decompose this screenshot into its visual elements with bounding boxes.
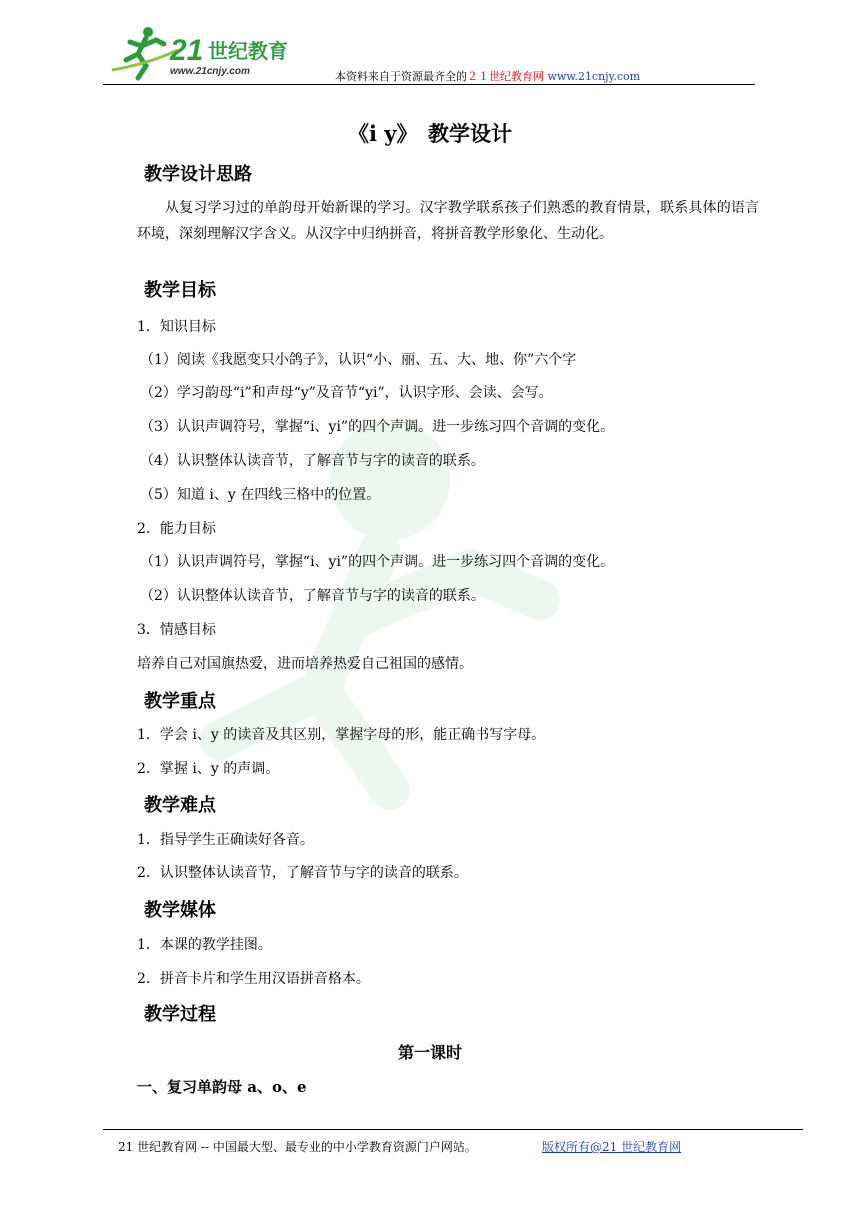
header-note-site: ２１世纪教育网 (467, 70, 544, 83)
site-logo (108, 20, 308, 82)
runner-icon (112, 27, 178, 78)
svg-text:21: 21 (170, 34, 204, 67)
key-point-item: 1．学会 i、y 的读音及其区别，掌握字母的形，能正确书写字母。 (137, 727, 546, 743)
section-heading-objectives: 教学目标 (144, 280, 216, 301)
design-idea-paragraph: 从复习学习过的单韵母开始新课的学习。汉字教学联系孩子们熟悉的教育情景，联系具体的语言环境，深刻理解汉字含义。从汉字中归纳拼音，将拼音教学形象化、生动化。 (137, 200, 759, 242)
media-item: 2．拼音卡片和学生用汉语拼音格本。 (137, 971, 370, 987)
lesson-heading: 第一课时 (397, 1043, 462, 1062)
footer-divider (103, 1129, 803, 1130)
difficulty-item: 2．认识整体认读音节，了解音节与字的读音的联系。 (137, 865, 468, 881)
svg-text:世纪教育: 世纪教育 (208, 39, 288, 63)
objective-item: （2）学习韵母“i”和声母“y”及音节“yi”，认识字形、会读、会写。 (140, 385, 553, 401)
footer-copyright-link[interactable]: 版权所有@21 世纪教育网 (542, 1140, 682, 1154)
svg-text:www.21cnjy.com: www.21cnjy.com (170, 66, 250, 77)
watermark-logo (140, 330, 740, 890)
objective-item: （2）认识整体认读音节，了解音节与字的读音的联系。 (140, 588, 485, 604)
header-note-url[interactable]: www.21cnjy.com (547, 70, 641, 83)
section-heading-media: 教学媒体 (144, 900, 216, 921)
section-heading-key-points: 教学重点 (144, 691, 216, 712)
difficulty-item: 1．指导学生正确读好各音。 (137, 832, 314, 848)
header-divider (103, 84, 755, 85)
page-header (0, 0, 860, 90)
section-heading-difficulties: 教学难点 (144, 795, 216, 816)
objective-item: 1．知识目标 (137, 319, 216, 335)
header-source-note (335, 68, 640, 84)
objective-item: 3．情感目标 (137, 622, 216, 638)
objective-item: （1）阅读《我愿变只小鸽子》，认识“小、丽、五、大、地、你”六个字 (140, 352, 577, 368)
page-title: 《i y》 教学设计 (348, 121, 512, 146)
objective-item: 2．能力目标 (137, 521, 216, 537)
objective-item: （4）认识整体认读音节，了解音节与字的读音的联系。 (140, 453, 485, 469)
objective-item: （5）知道 i、y 在四线三格中的位置。 (140, 487, 381, 503)
section-heading-design-idea: 教学设计思路 (144, 164, 252, 185)
header-note-prefix: 本资料来自于资源最齐全的 (335, 70, 467, 83)
objective-item: （3）认识声调符号，掌握“i、yi”的四个声调。进一步练习四个音调的变化。 (140, 419, 615, 435)
media-item: 1．本课的教学挂图。 (137, 937, 272, 953)
section-heading-process: 教学过程 (144, 1004, 216, 1025)
objective-item: （1）认识声调符号，掌握“i、yi”的四个声调。进一步练习四个音调的变化。 (140, 554, 615, 570)
step-heading: 一、复习单韵母 a、o、e (137, 1078, 307, 1096)
footer-text: 21 世纪教育网 -- 中国最大型、最专业的中小学教育资源门户网站。 (118, 1140, 477, 1154)
objective-item: 培养自己对国旗热爱，进而培养热爱自己祖国的感情。 (137, 656, 473, 672)
key-point-item: 2．掌握 i、y 的声调。 (137, 761, 280, 777)
